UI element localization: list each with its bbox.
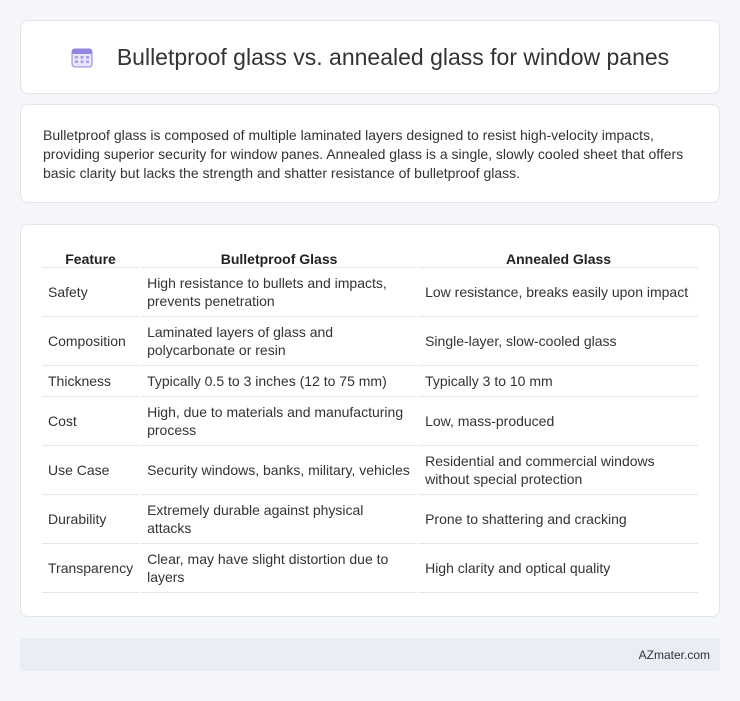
annealed-cell: Typically 3 to 10 mm — [419, 366, 698, 397]
feature-cell: Composition — [42, 317, 139, 366]
annealed-cell: High clarity and optical quality — [419, 544, 698, 593]
calendar-icon — [71, 46, 93, 68]
comparison-table — [40, 245, 700, 593]
intro-paragraph: Bulletproof glass is composed of multiple laminated layers designed to resist high-velocity impacts, providing superior security for window panes. Annealed glass is a single, slowly cooled sheet that offers basic clarity but lacks the strength and shatter resistance of bulletproof glass. — [43, 127, 684, 181]
feature-cell: Safety — [42, 268, 139, 317]
comparison-card — [20, 224, 720, 617]
feature-cell: Use Case — [42, 446, 139, 495]
feature-cell: Thickness — [42, 366, 139, 397]
page-title: Bulletproof glass vs. annealed glass for window panes — [116, 43, 670, 70]
bulletproof-cell: Laminated layers of glass and polycarbonate or resin — [141, 317, 417, 366]
feature-cell: Durability — [42, 495, 139, 544]
table-row — [42, 317, 698, 366]
table-row — [42, 544, 698, 593]
table-row — [42, 366, 698, 397]
intro-card — [20, 104, 720, 203]
footer-bar — [20, 638, 720, 671]
title-card — [20, 20, 720, 94]
table-header-row — [42, 245, 698, 268]
annealed-cell: Prone to shattering and cracking — [419, 495, 698, 544]
bulletproof-cell: Extremely durable against physical attacks — [141, 495, 417, 544]
header-annealed: Annealed Glass — [419, 245, 698, 268]
footer-brand[interactable]: AZmater.com — [638, 647, 710, 662]
header-feature: Feature — [42, 245, 139, 268]
table-row — [42, 495, 698, 544]
bulletproof-cell: High, due to materials and manufacturing process — [141, 397, 417, 446]
annealed-cell: Single-layer, slow-cooled glass — [419, 317, 698, 366]
header-bulletproof: Bulletproof Glass — [141, 245, 417, 268]
bulletproof-cell: Typically 0.5 to 3 inches (12 to 75 mm) — [141, 366, 417, 397]
title-row — [71, 44, 669, 71]
bulletproof-cell: Security windows, banks, military, vehicles — [141, 446, 417, 495]
annealed-cell: Low resistance, breaks easily upon impact — [419, 268, 698, 317]
feature-cell: Transparency — [42, 544, 139, 593]
table-row — [42, 446, 698, 495]
annealed-cell: Residential and commercial windows without special protection — [419, 446, 698, 495]
feature-cell: Cost — [42, 397, 139, 446]
bulletproof-cell: High resistance to bullets and impacts, prevents penetration — [141, 268, 417, 317]
annealed-cell: Low, mass-produced — [419, 397, 698, 446]
bulletproof-cell: Clear, may have slight distortion due to layers — [141, 544, 417, 593]
table-row — [42, 397, 698, 446]
table-row — [42, 268, 698, 317]
